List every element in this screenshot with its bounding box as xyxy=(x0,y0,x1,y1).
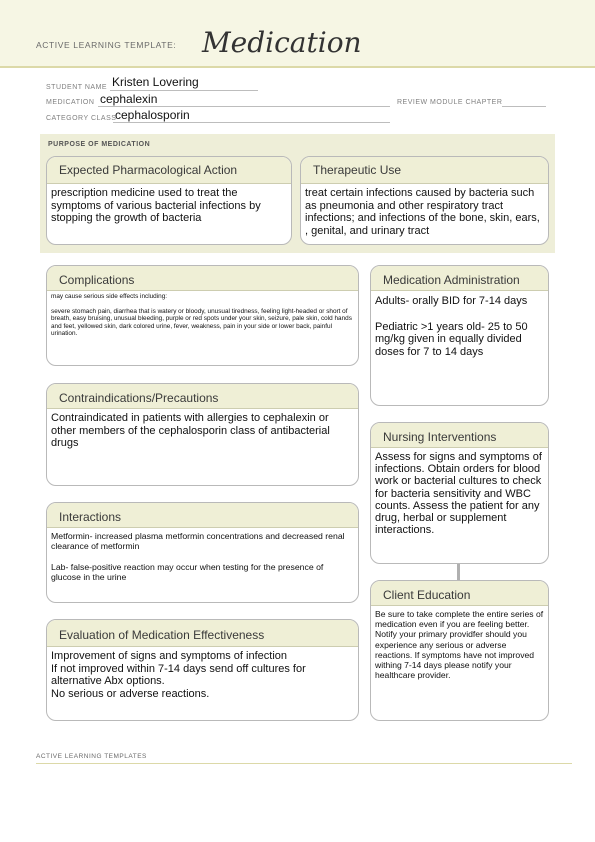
contraindications-title: Contraindications/Precautions xyxy=(47,384,358,409)
student-name-label: STUDENT NAME xyxy=(46,84,108,91)
administration-pediatric: Pediatric >1 years old- 25 to 50 mg/kg given in equally divided doses for 7 to 14 days xyxy=(375,320,528,358)
category-class-label: CATEGORY CLASS xyxy=(46,115,117,122)
complications-text[interactable] xyxy=(47,291,358,348)
client-education-box xyxy=(370,580,549,721)
client-education-title: Client Education xyxy=(371,581,548,606)
category-class-value[interactable]: cephalosporin xyxy=(115,108,190,122)
expected-action-box xyxy=(46,156,292,245)
evaluation-line-1: Improvement of signs and symptoms of infection xyxy=(51,650,287,662)
client-education-text[interactable]: Be sure to take complete the entire series of medication even if you are feeling better. Notify your primary providfer should you experience any serious or adverse reactions. If symptoms have not improved withing 7-14 days please notify your healthcare provider. xyxy=(375,609,544,681)
medication-label: MEDICATION xyxy=(46,99,95,106)
therapeutic-use-text[interactable]: treat certain infections caused by bacteria such as pneumonia and other respiratory tract infections; and infections of the bone, skin, ears, , genital, and urinary tract xyxy=(305,187,540,237)
header-divider xyxy=(0,66,595,68)
expected-action-title: Expected Pharmacological Action xyxy=(47,157,291,184)
student-name-value[interactable]: Kristen Lovering xyxy=(112,75,199,89)
template-label: ACTIVE LEARNING TEMPLATE: xyxy=(36,40,177,50)
evaluation-line-3: No serious or adverse reactions. xyxy=(51,687,210,700)
expected-action-text[interactable]: prescription medicine used to treat the symptoms of various bacterial infections by stopping the growth of bacteria xyxy=(51,187,261,224)
administration-title: Medication Administration xyxy=(371,266,548,291)
evaluation-title: Evaluation of Medication Effectiveness xyxy=(47,620,358,647)
administration-text[interactable] xyxy=(371,291,548,368)
contraindications-text[interactable]: Contraindicated in patients with allergies to cephalexin or other members of the cephalosporin class of antibacterial drugs xyxy=(51,412,330,449)
nursing-interventions-text[interactable]: Assess for signs and symptoms of infections. Obtain orders for blood work or bacterial cultures to check for bacteria sensitivity and WBC counts. Assess the patient for any drug, herbal or supplement interactions. xyxy=(375,451,542,537)
interactions-metformin: Metformin- increased plasma metformin concentrations and decreased renal clearance of metformin xyxy=(51,531,345,552)
complications-intro: may cause serious side effects including: xyxy=(51,293,168,300)
purpose-label: PURPOSE OF MEDICATION xyxy=(48,141,151,148)
student-name-line xyxy=(110,90,258,91)
therapeutic-use-box xyxy=(300,156,549,245)
category-class-line xyxy=(113,122,390,123)
interactions-box xyxy=(46,502,359,603)
administration-adults: Adults- orally BID for 7-14 days xyxy=(375,295,528,307)
template-title: Medication xyxy=(202,26,362,59)
medication-line xyxy=(98,106,390,107)
complications-details: severe stomach pain, diarrhea that is watery or bloody, unusual tiredness, feeling light-headed or short of breath, easy bruising, unusual bleeding, purple or red spots under your skin, seizure, pale skin, cold hands and feet, yellowed skin, dark colored urine, fever, weakness, pain in your side or lower back, painful urination. xyxy=(51,307,352,338)
box-connector xyxy=(457,564,460,580)
complications-box xyxy=(46,265,359,366)
medication-value[interactable]: cephalexin xyxy=(100,92,158,106)
footer-label: ACTIVE LEARNING TEMPLATES xyxy=(36,753,147,760)
administration-box xyxy=(370,265,549,406)
evaluation-text[interactable] xyxy=(47,647,358,703)
therapeutic-use-title: Therapeutic Use xyxy=(301,157,548,184)
nursing-interventions-title: Nursing Interventions xyxy=(371,423,548,448)
interactions-title: Interactions xyxy=(47,503,358,528)
contraindications-box xyxy=(46,383,359,486)
evaluation-box xyxy=(46,619,359,721)
evaluation-line-2: If not improved within 7-14 days send off cultures for alternative Abx options. xyxy=(51,662,306,687)
nursing-interventions-box xyxy=(370,422,549,564)
interactions-text[interactable] xyxy=(47,528,358,593)
footer-divider xyxy=(36,763,572,764)
review-module-line[interactable] xyxy=(502,106,546,107)
interactions-lab: Lab- false-positive reaction may occur when testing for the presence of glucose in the urine xyxy=(51,561,324,583)
complications-title: Complications xyxy=(47,266,358,291)
review-module-label: REVIEW MODULE CHAPTER xyxy=(397,99,503,106)
